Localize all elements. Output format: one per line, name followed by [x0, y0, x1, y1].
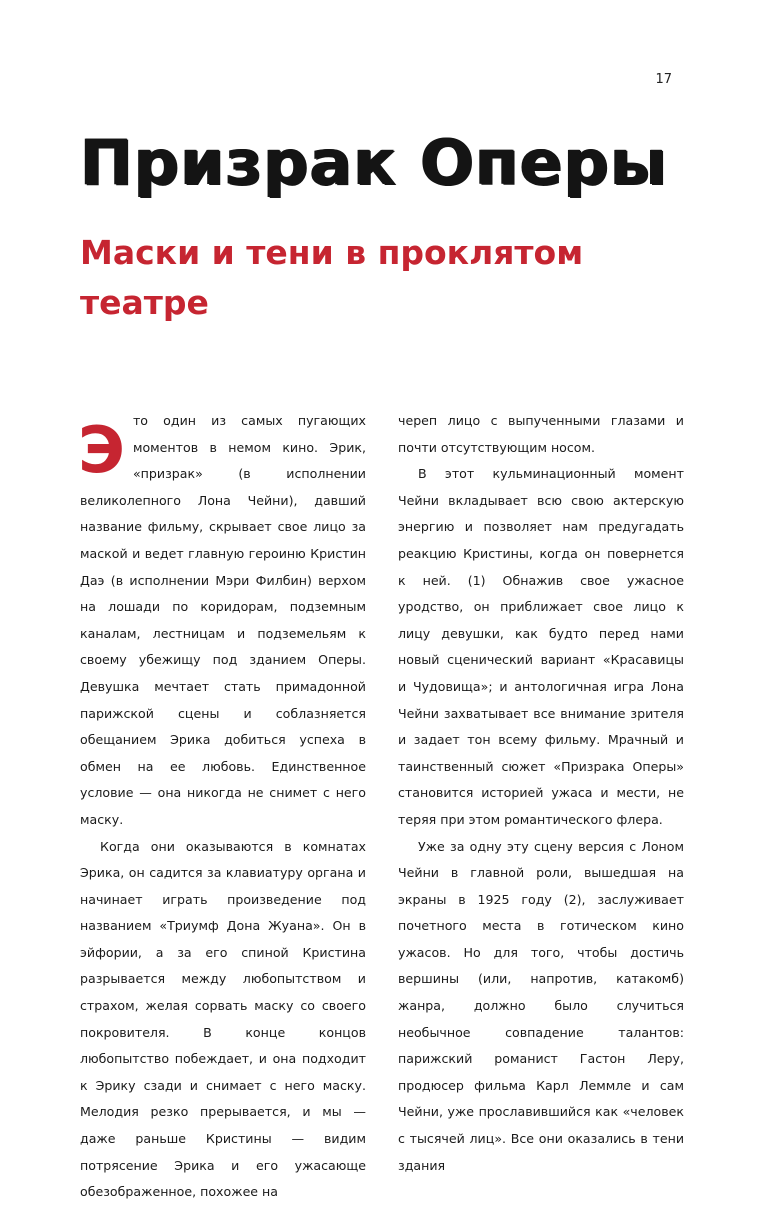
body-paragraph: Когда они оказываются в комнатах Эрика, он садится за клавиатуру органа и начинает играть произведение под названием «Триумф Дона Жуана». Он в эйфории, а за его спиной Кристина разрывается между любопытством и страхом, желая сорвать маску со своего покровителя. В конце концов любопытство побеждает, и она подходит к Эрику сзади и снимает с него маску. Мелодия резко прерывается, и мы — даже раньше Кристины — видим потрясение Эрика и его ужасающе обезображенное, похожее на [80, 838, 366, 1200]
chapter-subtitle: Маски и тени в проклятом театре [80, 233, 584, 322]
body-paragraph [80, 408, 366, 834]
body-paragraph: череп лицо с выпученными глазами и почти отсутствующим носом. [398, 413, 684, 455]
page-number: 17 [655, 72, 672, 87]
paragraph-text: то один из самых пугающих моментов в немом кино. Эрик, «призрак» (в исполнении великолепного Лона Чейни), давший название фильму, скрывает свое лицо за маской и ведет главную героиню Кристин Даэ (в исполнении Мэри Филбин) верхом на лошади по коридорам, подземным каналам, лестницам и подземельям к своему убежищу под зданием Оперы. Девушка мечтает стать примадонной парижской сцены и соблазняется обещанием Эрика добиться успеха в обмен на ее любовь. Единственное условие — она никогда не снимет с него маску. [80, 413, 366, 827]
body-paragraph: В этот кульминационный момент Чейни вкладывает всю свою актерскую энергию и позволяет нам предугадать реакцию Кристины, когда он повернется к ней. (1) Обнажив свое ужасное уродство, он приближает свое лицо к лицу девушки, как будто перед нами новый сценический вариант «Красавицы и Чудовища»; и антологичная игра Лона Чейни захватывает все внимание зрителя и задает тон всему фильму. Мрачный и таинственный сюжет «Призрака Оперы» становится историей ужаса и мести, не теряя при этом романтического флера. [398, 466, 684, 827]
text-column-left [80, 408, 366, 1206]
text-column-right [398, 408, 684, 1179]
body-paragraph: Уже за одну эту сцену версия с Лоном Чейни в главной роли, вышедшая на экраны в 1925 году (2), заслуживает почетного места в готическом кино ужасов. Но для того, чтобы достичь вершины (или, напротив, катакомб) жанра, должно было случиться необычное совпадение талантов: парижский романист Гастон Леру, продюсер фильма Карл Леммле и сам Чейни, уже прославившийся как «человек с тысячей лиц». Все они оказались в тени здания [398, 838, 684, 1173]
drop-cap: Э [78, 414, 125, 488]
chapter-title: Призрак Оперы [80, 126, 669, 199]
